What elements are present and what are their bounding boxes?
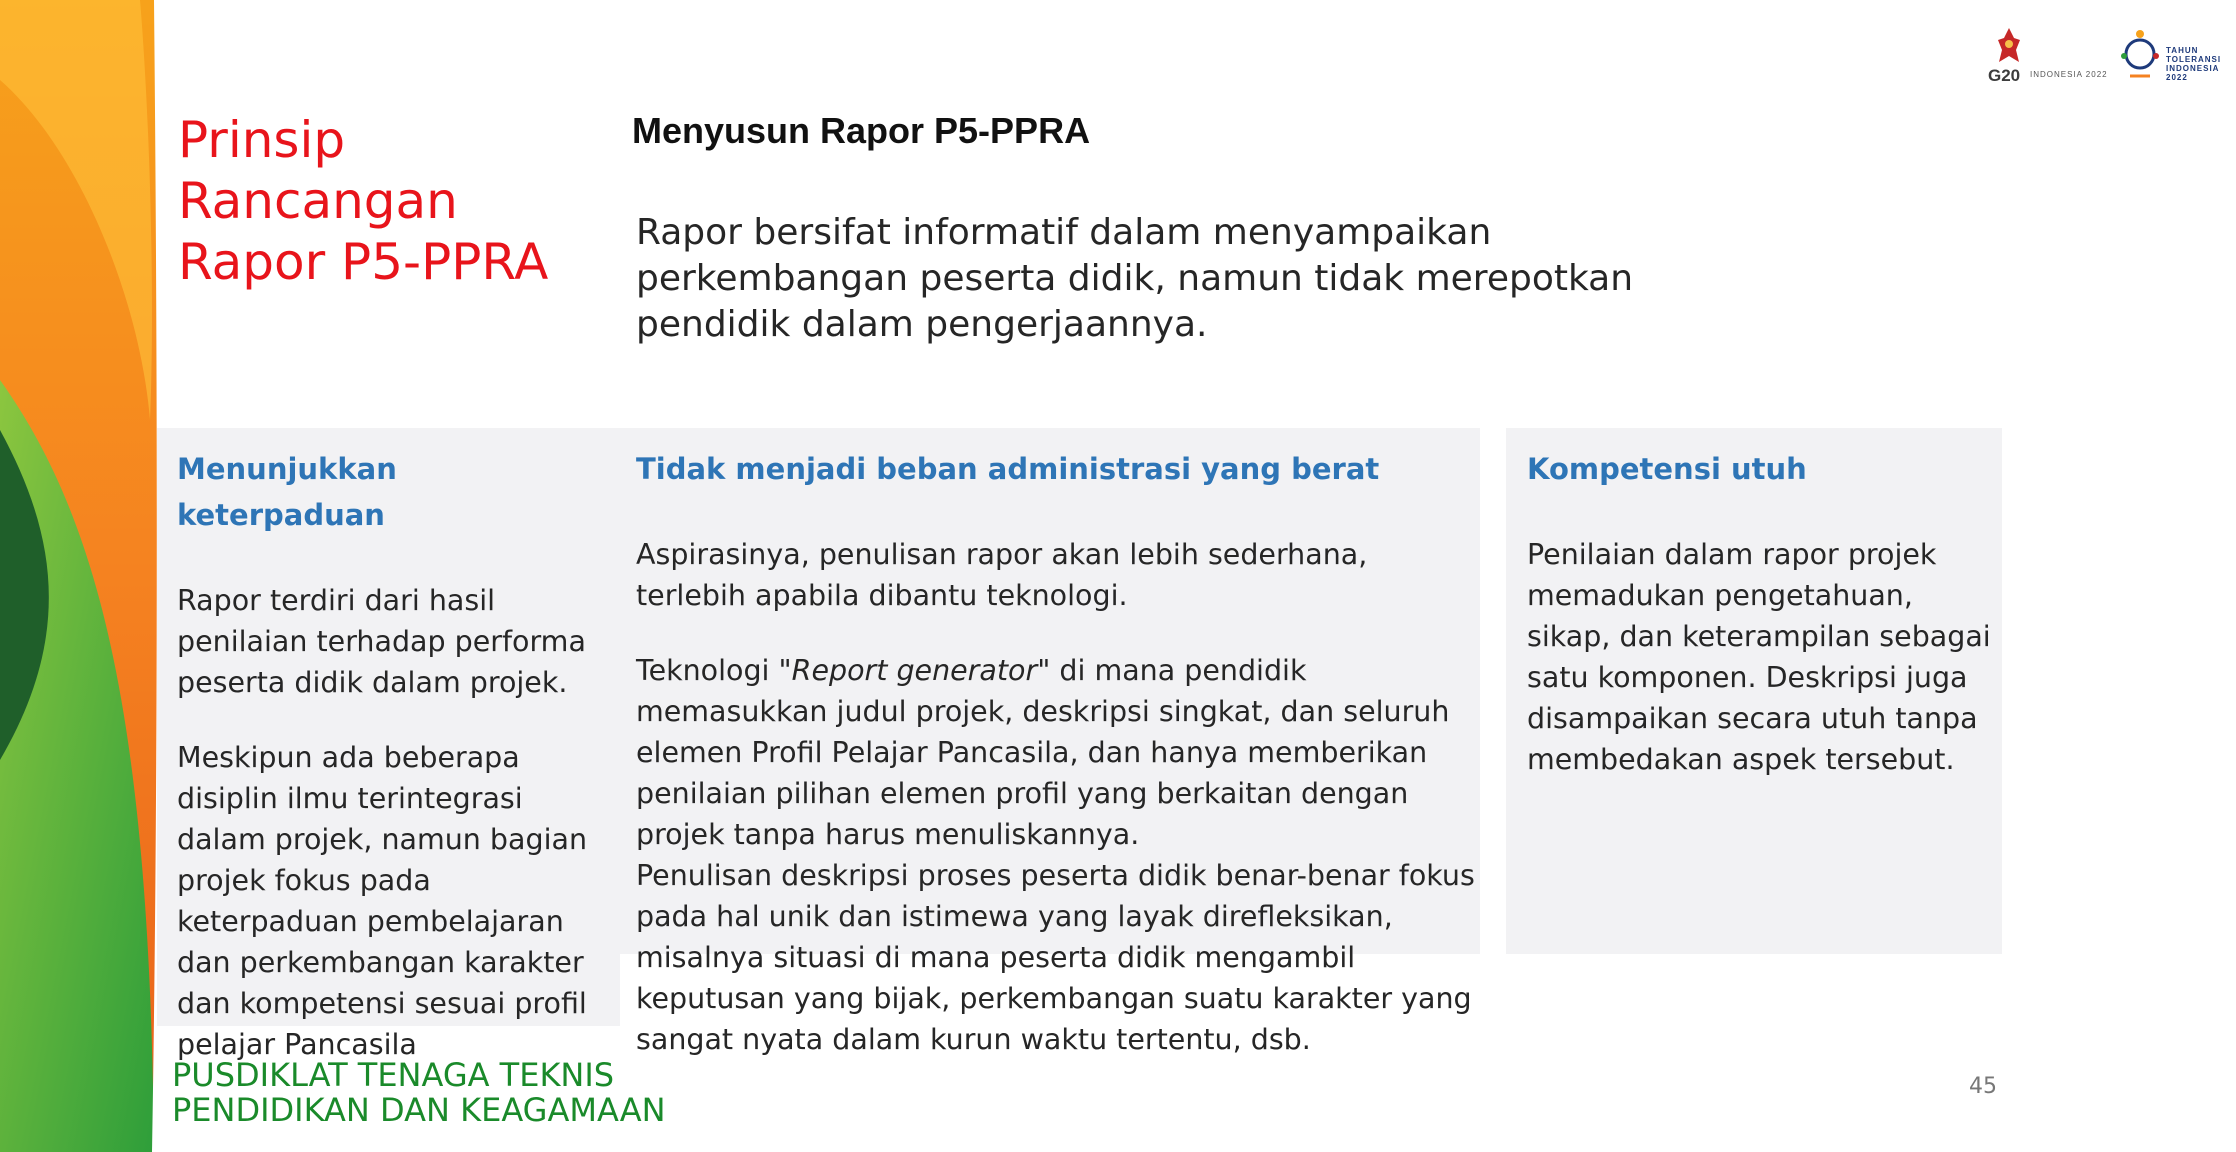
slide-heading: Menyusun Rapor P5-PPRA [632, 110, 1091, 151]
column-beban-administrasi [636, 446, 1476, 1060]
column-heading: Menunjukkan keterpaduan [177, 452, 397, 532]
g20-emblem-icon [1994, 26, 2024, 66]
toleransi-logo-text: TAHUN TOLERANSI INDONESIA 2022 [2166, 46, 2222, 82]
text-run: Teknologi " [636, 654, 792, 687]
footer-line: PUSDIKLAT TENAGA TEKNIS [172, 1056, 615, 1094]
tahun-toleransi-logo [2116, 26, 2236, 92]
column-paragraph: Meskipun ada beberapa disiplin ilmu terintegrasi dalam projek, namun bagian projek fokus pada keterpaduan pembelajaran dan perkembangan karakter dan kompetensi sesuai profil pelajar Pancasila [177, 741, 588, 1061]
column-keterpaduan [177, 446, 607, 1065]
footer-organization [172, 1058, 666, 1128]
slide-title: Prinsip Rancangan Rapor P5-PPRA [178, 111, 549, 291]
column-paragraph-report-generator [636, 650, 1476, 855]
page-number: 45 [1969, 1074, 1997, 1099]
column-heading: Kompetensi utuh [1527, 452, 1807, 486]
report-generator-term: Report generator [791, 654, 1038, 687]
column-paragraph: Penilaian dalam rapor projek memadukan pengetahuan, sikap, dan keterampilan sebagai satu komponen. Deskripsi juga disampaikan secara utuh tanpa membedakan aspek tersebut. [1527, 538, 1991, 776]
decorative-side-banner [0, 0, 160, 1152]
column-kompetensi-utuh [1527, 446, 1997, 780]
column-paragraph: Aspirasinya, penulisan rapor akan lebih sederhana, terlebih apabila dibantu teknologi. [636, 538, 1368, 612]
g20-logo-text: G20 [1988, 66, 2021, 85]
g20-logo-subtext: INDONESIA 2022 [2030, 70, 2108, 79]
text-run: " di mana pendidik memasukkan judul projek, deskripsi singkat, dan seluruh elemen Profil Pelajar Pancasila, dan hanya memberikan penilaian pilihan elemen profil yang berkaitan dengan projek tanpa harus menuliskannya. [636, 654, 1450, 851]
column-paragraph: Rapor terdiri dari hasil penilaian terhadap performa peserta didik dalam projek. [177, 584, 586, 699]
toleransi-emblem-icon [2116, 26, 2164, 86]
column-heading: Tidak menjadi beban administrasi yang berat [636, 452, 1380, 486]
column-paragraph: Penulisan deskripsi proses peserta didik benar-benar fokus pada hal unik dan istimewa yang layak direfleksikan, misalnya situasi di mana peserta didik mengambil keputusan yang bijak, perkembangan suatu karakter yang sangat nyata dalam kurun waktu tertentu, dsb. [636, 859, 1475, 1056]
intro-text: Rapor bersifat informatif dalam menyampaikan perkembangan peserta didik, namun tidak merepotkan pendidik dalam pengerjaannya. [636, 212, 1634, 345]
g20-indonesia-logo [1988, 26, 2128, 92]
footer-line: PENDIDIKAN DAN KEAGAMAAN [172, 1091, 666, 1129]
